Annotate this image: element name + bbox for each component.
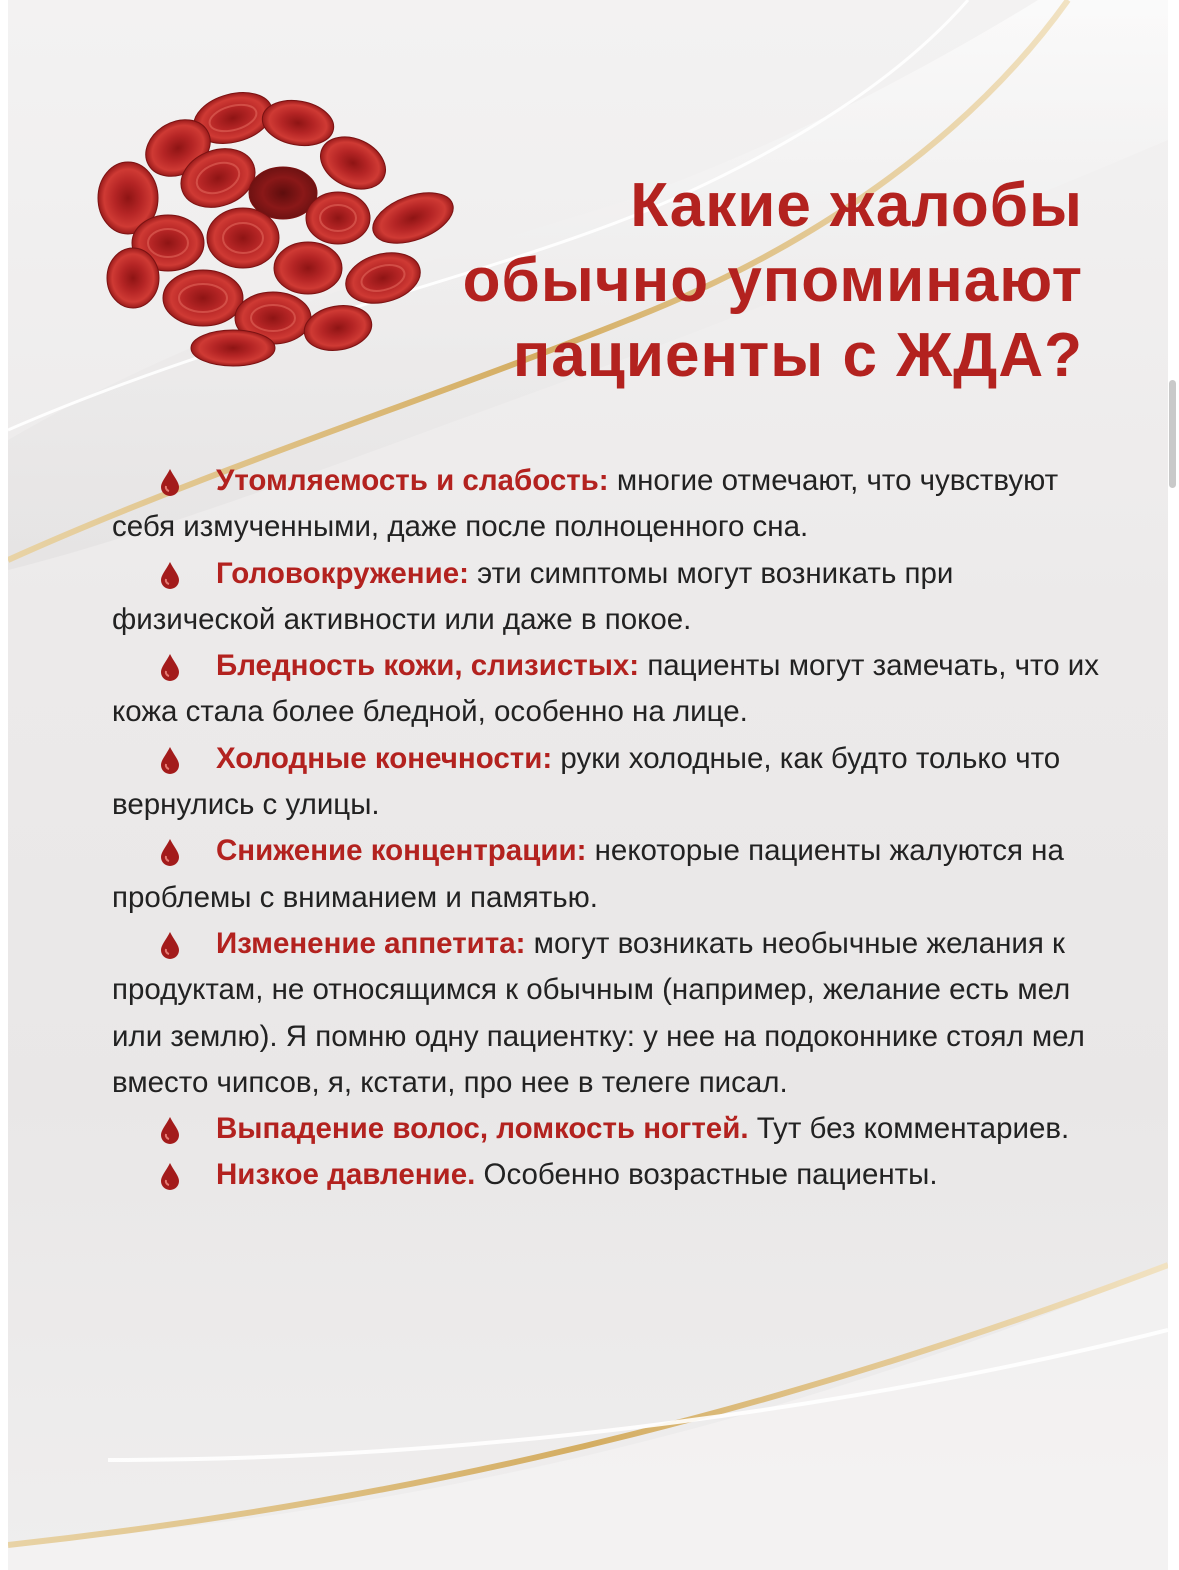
item-label: Утомляемость и слабость: — [216, 464, 609, 497]
item-text: эти симптомы могут возникать при физической активности или даже в покое. — [112, 556, 954, 636]
item-label: Выпадение волос, ломкость ногтей. — [216, 1112, 749, 1146]
blood-drop-icon — [158, 1116, 182, 1144]
item-label: Холодные конечности: — [216, 741, 553, 775]
blood-drop-icon — [158, 561, 182, 589]
red-blood-cells-illustration — [83, 78, 473, 368]
list-item — [112, 551, 1102, 644]
list-item — [112, 921, 1102, 1106]
item-label: Снижение концентрации: — [216, 834, 587, 868]
complaints-list — [112, 458, 1102, 1199]
title-line-2: обычно упоминают — [462, 246, 1083, 315]
item-text: многие отмечают, что чувствуют себя измученными, даже после полноценного сна. — [112, 464, 1059, 544]
blood-drop-icon — [158, 746, 182, 774]
list-item — [112, 1106, 1102, 1152]
blood-drop-icon — [158, 1162, 182, 1190]
page-title — [463, 168, 1083, 393]
blood-drop-icon — [158, 931, 182, 959]
item-label: Головокружение: — [216, 556, 469, 590]
item-text: руки холодные, как будто только что вернулись с улицы. — [112, 741, 1061, 822]
item-label: Бледность кожи, слизистых: — [216, 649, 640, 683]
list-item — [112, 458, 1102, 551]
blood-drop-icon — [158, 838, 182, 866]
item-label: Изменение аппетита: — [216, 926, 526, 960]
list-item — [112, 828, 1102, 921]
item-text: могут возникать необычные желания к продуктам, не относящимся к обычным (например, желание есть мел или землю). Я помню одну пациентку: у нее на подоконнике стоял мел вместо чипсов, я, кстати, про нее в телеге писал. — [112, 926, 1085, 1099]
scrollbar-thumb[interactable] — [1169, 380, 1176, 488]
blood-drop-icon — [158, 468, 182, 496]
title-line-3: пациенты с ЖДА? — [512, 321, 1083, 390]
list-item — [112, 643, 1102, 736]
page-background — [8, 0, 1168, 1570]
item-text: Тут без комментариев. — [748, 1112, 1070, 1146]
item-text: Особенно возрастные пациенты. — [475, 1158, 938, 1192]
title-line-1: Какие жалобы — [630, 171, 1083, 240]
blood-drop-icon — [158, 653, 182, 681]
item-text: некоторые пациенты жалуются на проблемы с вниманием и памятью. — [112, 834, 1064, 914]
item-text: пациенты могут замечать, что их кожа стала более бледной, особенно на лице. — [112, 649, 1100, 729]
list-item — [112, 1152, 1102, 1198]
list-item — [112, 736, 1102, 829]
item-label: Низкое давление. — [216, 1158, 476, 1192]
